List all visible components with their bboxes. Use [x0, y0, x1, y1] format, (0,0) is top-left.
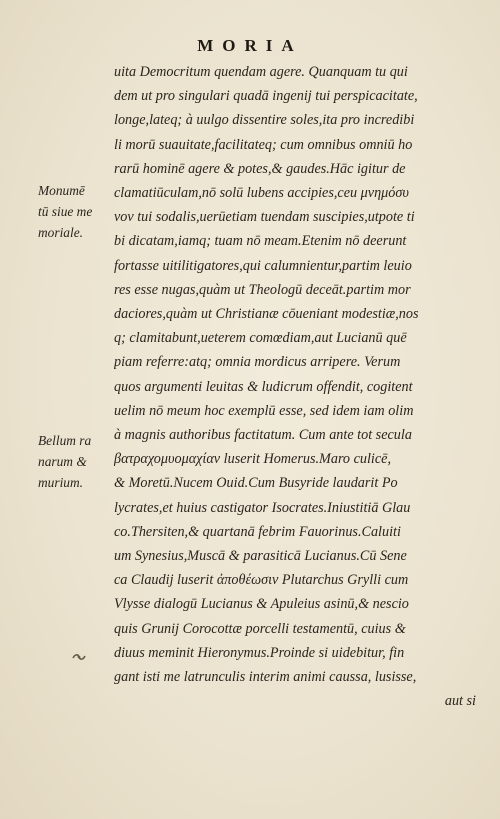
margin-note-bellum — [38, 430, 114, 493]
text-line: bi dicatam,iamq; tuam nō meam.Etenim nō deerunt — [114, 233, 407, 250]
margin-note-line: narum & — [38, 454, 87, 469]
text-line: quis Grunij Corocottæ porcelli testamentū, cuius & — [114, 620, 406, 637]
margin-note-line: tū siue me — [38, 204, 93, 219]
margin-note-monumentum — [38, 180, 114, 243]
text-line: rarū hominē agere & potes,& gaudes.Hāc igitur de — [114, 160, 406, 177]
text-line: fortasse uitilitigatores,qui calumnientur,partim leuio — [114, 257, 412, 274]
page-header: MORIA — [197, 36, 303, 55]
text-line: gant isti me latrunculis interim animi caussa, lusisse, — [114, 669, 417, 686]
text-line: piam referre:atq; omnia mordicus arripere. Verum — [114, 354, 401, 371]
text-line: longe,lateq; à uulgo dissentire soles,ita pro incredibi — [114, 112, 415, 129]
text-line: clamatiūculam,nō solū lubens accipies,ceu μνημόσυ — [114, 185, 409, 202]
text-line: um Synesius,Muscā & parasiticā Lucianus.Cū Sene — [114, 548, 407, 565]
text-line: uelim nō meum hoc exemplū esse, sed idem iam olim — [114, 402, 414, 419]
text-line: ca Claudij luserit ἀποθέωσιν Plutarchus Grylli cum — [114, 572, 409, 589]
text-line: dem ut pro singulari quadā ingenij tui perspicacitate, — [114, 88, 418, 105]
text-line: diuus meminit Hieronymus.Proinde si uidebitur, fin — [114, 644, 405, 661]
text-line: & Moretū.Nucem Ouid.Cum Busyride laudarit Po — [114, 475, 398, 492]
text-line: q; clamitabunt,ueterem comœdiam,aut Lucianū quē — [114, 330, 407, 347]
text-line: co.Thersiten,& quartanā febrim Fauorinus.Caluiti — [114, 523, 401, 540]
catchword-line: aut si — [444, 693, 476, 710]
main-text-block — [114, 60, 476, 713]
text-line: lycrates,et huius castigator Isocrates.Iniustitiā Glau — [114, 499, 411, 516]
text-line: à magnis authoribus factitatum. Cum ante tot secula — [114, 427, 412, 444]
ink-ornament-icon — [72, 652, 86, 662]
text-line: daciores,quàm ut Christianæ cōueniant modestiæ,nos — [114, 306, 419, 323]
text-line: li morū suauitate,facilitateq; cum omnibus omniū ho — [114, 136, 413, 153]
margin-note-line: Bellum ra — [38, 433, 92, 448]
text-line: res esse nugas,quàm ut Theologū deceāt.partim mor — [114, 281, 411, 298]
margin-note-line: moriale. — [38, 225, 84, 240]
text-line: βατραχομυομαχίαν luserit Homerus.Maro culicē, — [114, 451, 391, 468]
margin-note-line: murium. — [38, 475, 84, 490]
text-line: quos argumenti leuitas & ludicrum offendit, cogitent — [114, 378, 413, 395]
text-line: Vlysse dialogū Lucianus & Apuleius asinū,& nescio — [114, 596, 409, 613]
text-line: νον tui sodalis,uerūetiam tuendam suscipies,utpote ti — [114, 209, 415, 226]
text-line: uita Democritum quendam agere. Quanquam tu qui — [114, 64, 408, 80]
margin-note-line: Monumē — [38, 183, 85, 198]
